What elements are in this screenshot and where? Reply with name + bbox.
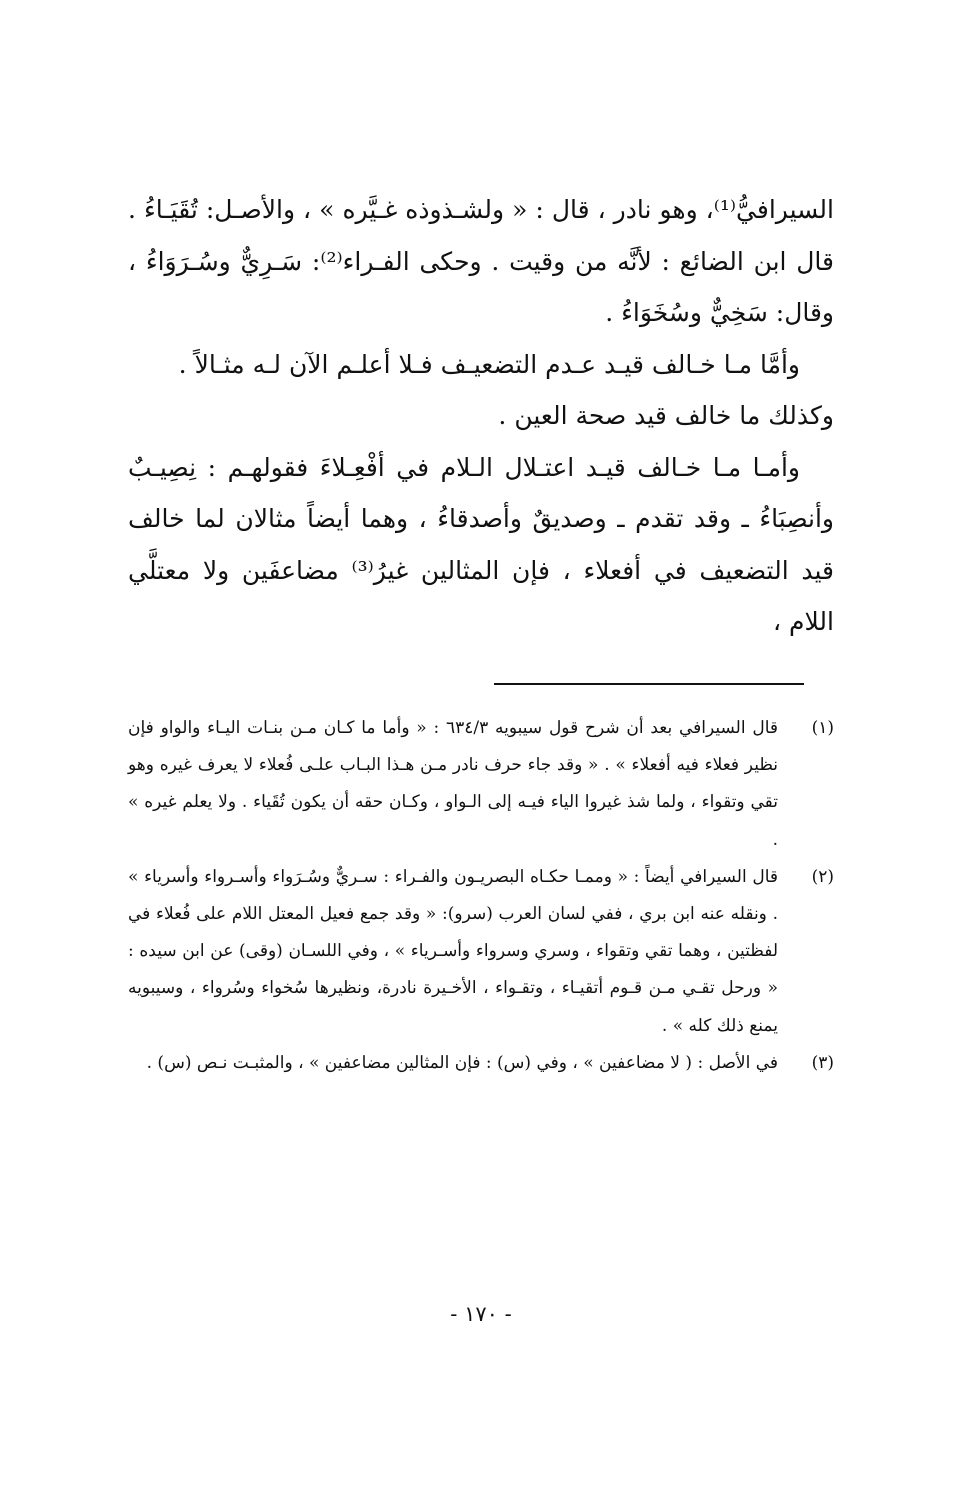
footnote-number: (١) [811, 718, 834, 738]
footnote [128, 1045, 834, 1082]
footnote [128, 859, 834, 1045]
footnote [128, 710, 834, 859]
main-text [128, 184, 834, 648]
paragraph: وكذلك ما خالف قيد صحة العين . [498, 401, 834, 430]
page-number: - ١٧٠ - [450, 1302, 512, 1326]
footnote-text: في الأصل : ( لا مضاعفين » ، وفي (س) : فإن المثالين مضاعفين » ، والمثبـت نـص (س) . [146, 1052, 778, 1073]
paragraph: وأمَّا مـا خـالف قيـد عـدم التضعيـف فـلا أعلـم الآن لـه مثـالاً . [178, 349, 800, 379]
footnote-text: قال السيرافي بعد أن شرح قول سيبويه ٦٣٤/٣ : « وأما ما كـان مـن بنـات اليـاء والواو فإن نظير فعلاء فيه أفعلاء » . « وقد جاء حرف نادر مـن هـذا البـاب علـى فُعلاء لا يعرف غيره وهو تقي وتقواء ، ولما شذ غيروا الياء فيـه إلى الـواو ، وكـان حقه أن يكون تُقَياء . ولا يعلم غيره » . [128, 718, 779, 850]
paragraph: السيرافيُّ⁽¹⁾، وهو نادر ، قال : « ولشـذوذه غـيَّره » ، والأصـل: تُقَيَـاءُ . قال ابن الضائع : لأنَّه من وقيت . وحكى الفـراء⁽²⁾: سَـرِيٌّ وسُـرَوَاءُ ، وقال: سَخِيٌّ وسُخَوَاءُ . [128, 195, 834, 327]
footnotes [128, 710, 834, 1082]
footnote-number: (٣) [811, 1052, 834, 1073]
footnote-number: (٢) [811, 866, 834, 887]
paragraph: وأمـا مـا خـالف قيـد اعتـلال الـلام في أفْعِـلاءَ فقولهـم : نِصِيـبٌ وأنصِبَاءُ ـ وقد تقدم ـ وصديقٌ وأصدقاءُ ، وهما أيضاً مثالان لما خالف قيد التضعيف في أفعلاء ، فإن المثالين غيرُ⁽³⁾ مضاعفَين ولا معتلَّي اللام ، [128, 452, 834, 636]
footnote-separator [494, 683, 804, 685]
footnote-text: قال السيرافي أيضاً : « وممـا حكـاه البصريـون والفـراء : سـريٌّ وسُـرَواء وأسـرواء وأسرياء » . ونقله عنه ابن بري ، ففي لسان العرب (سرو): « وقد جمع فعيل المعتل اللام على فُعلاء في لفظتين ، وهما تقي وتقواء ، وسري وسرواء وأسـرياء » ، وفي اللسـان (وقى) عن ابن سيده : « ورحل تقـي مـن قـوم أتقيـاء ، وتقـواء ، الأخـيرة نادرة، ونظيرها سُخواء وسُرواء ، وسيبويه يمنع ذلك كله » . [128, 866, 778, 1036]
